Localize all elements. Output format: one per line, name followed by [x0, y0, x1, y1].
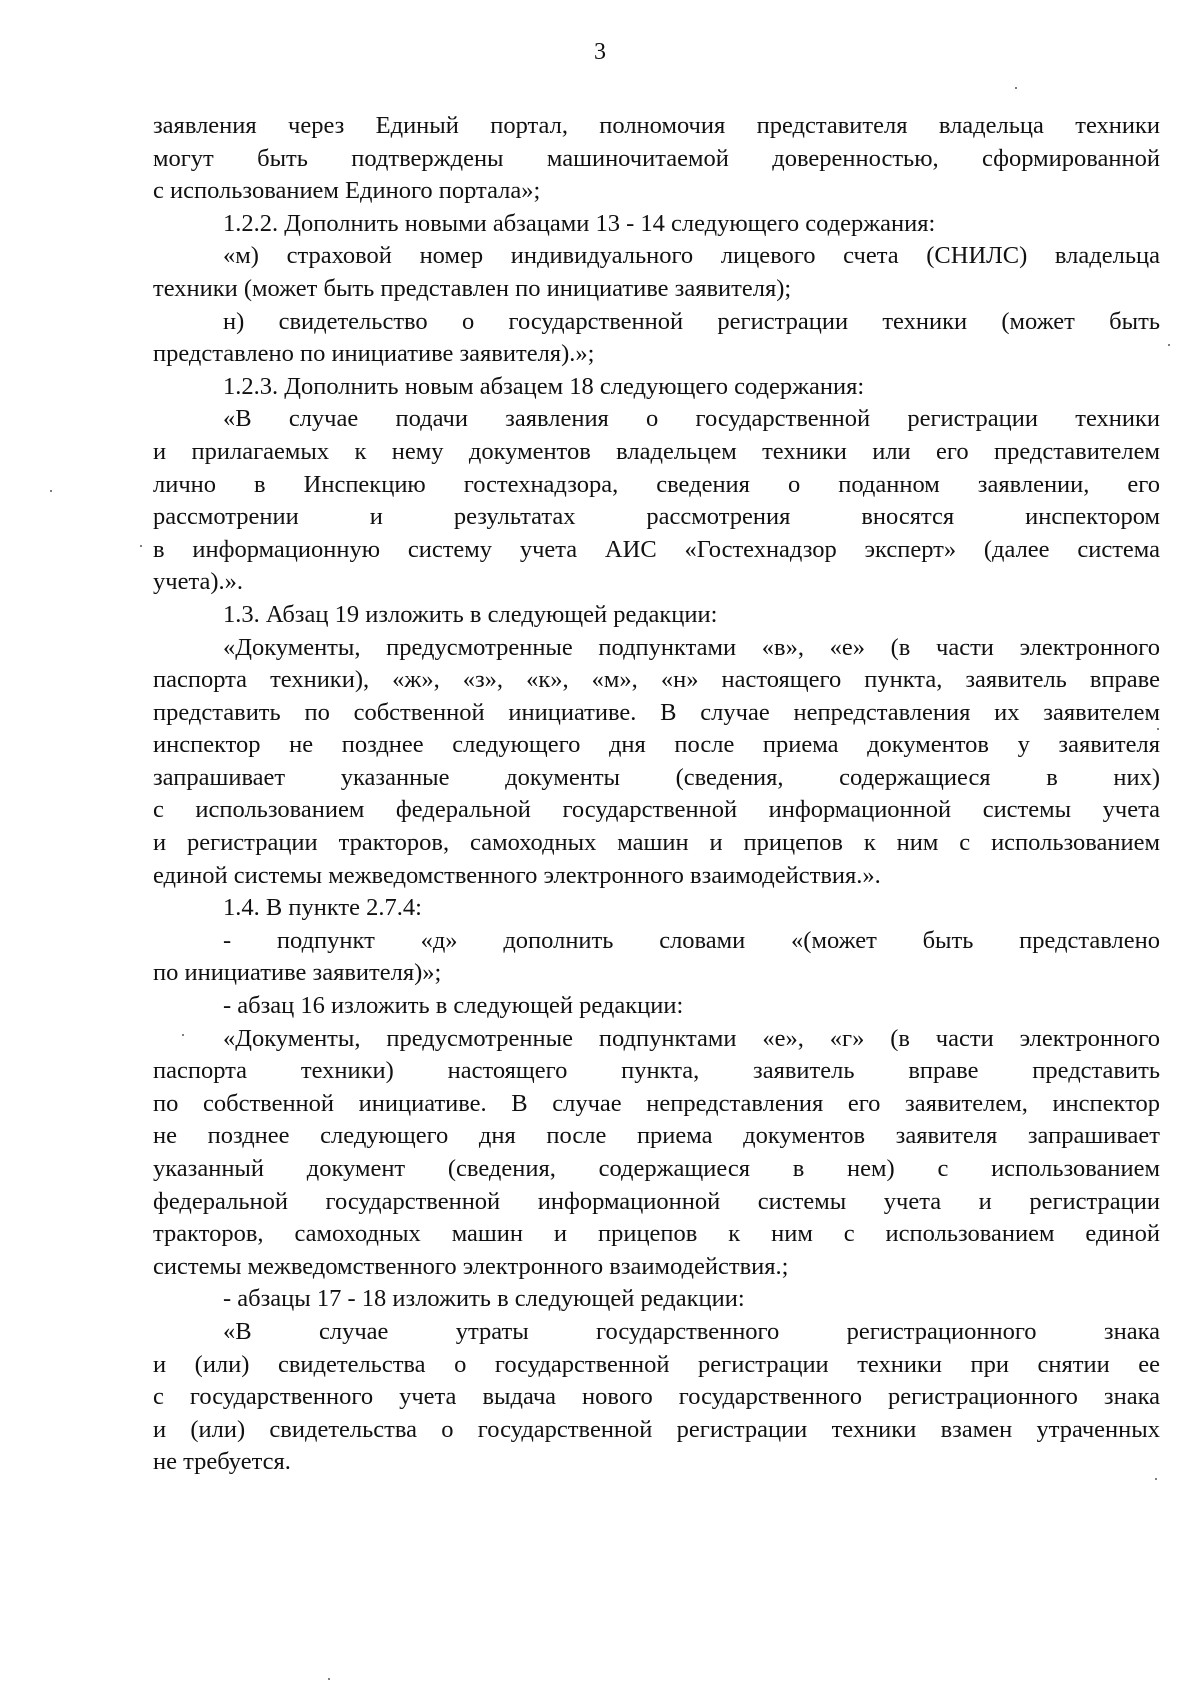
text-line: представить по собственной инициативе. В случае непредставления их заявителем: [153, 698, 1160, 726]
scan-speck: [50, 490, 52, 492]
text-line: техники (может быть представлен по инициативе заявителя);: [153, 274, 792, 302]
text-line: «В случае утраты государственного регистрационного знака: [223, 1317, 1160, 1345]
text-line: инспектор не позднее следующего дня после приема документов у заявителя: [153, 731, 1160, 759]
text-line: не позднее следующего дня после приема документов заявителя запрашивает: [153, 1122, 1160, 1150]
text-line: и прилагаемых к нему документов владельцем техники или его представителем: [153, 437, 1160, 465]
scan-speck: [140, 545, 142, 547]
text-line: «Документы, предусмотренные подпунктами «в», «е» (в части электронного: [223, 633, 1160, 661]
text-line: не требуется.: [153, 1448, 291, 1476]
text-line: - абзац 16 изложить в следующей редакции:: [223, 992, 684, 1020]
text-line: с использованием федеральной государственной информационной системы учета: [153, 796, 1160, 824]
text-line: паспорта техники), «ж», «з», «к», «м», «н» настоящего пункта, заявитель вправе: [153, 666, 1160, 694]
scan-speck: [1015, 87, 1017, 89]
scan-speck: [1155, 1478, 1157, 1480]
text-line: 1.2.2. Дополнить новыми абзацами 13 - 14 следующего содержания:: [223, 209, 936, 237]
text-line: 1.4. В пункте 2.7.4:: [223, 894, 422, 922]
text-line: единой системы межведомственного электронного взаимодействия.».: [153, 861, 881, 889]
text-line: с использованием Единого портала»;: [153, 177, 541, 205]
text-line: и (или) свидетельства о государственной регистрации техники при снятии ее: [153, 1350, 1160, 1378]
scan-speck: [328, 1678, 330, 1680]
text-line: и (или) свидетельства о государственной регистрации техники взамен утраченных: [153, 1415, 1160, 1443]
text-line: «м) страховой номер индивидуального лицевого счета (СНИЛС) владельца: [223, 242, 1160, 270]
text-line: федеральной государственной информационной системы учета и регистрации: [153, 1187, 1160, 1215]
text-line: указанный документ (сведения, содержащиеся в нем) с использованием: [153, 1155, 1160, 1182]
text-line: 1.3. Абзац 19 изложить в следующей редакции:: [223, 600, 718, 628]
page-number: 3: [594, 39, 606, 65]
text-line: «Документы, предусмотренные подпунктами «е», «г» (в части электронного: [223, 1024, 1160, 1052]
text-line: в информационную систему учета АИС «Гостехнадзор эксперт» (далее система: [153, 535, 1160, 563]
text-line: с государственного учета выдача нового государственного регистрационного знака: [153, 1383, 1160, 1411]
text-line: могут быть подтверждены машиночитаемой доверенностью, сформированной: [153, 144, 1160, 172]
text-line: н) свидетельство о государственной регистрации техники (может быть: [223, 307, 1160, 335]
text-line: запрашивает указанные документы (сведения, содержащиеся в них): [153, 763, 1160, 791]
scan-speck: [182, 1034, 184, 1036]
text-line: системы межведомственного электронного взаимодействия.;: [153, 1252, 789, 1280]
text-line: и регистрации тракторов, самоходных машин и прицепов к ним с использованием: [153, 829, 1160, 857]
text-line: - абзацы 17 - 18 изложить в следующей редакции:: [223, 1285, 745, 1313]
text-line: 1.2.3. Дополнить новым абзацем 18 следующего содержания:: [223, 372, 865, 400]
text-line: учета).».: [153, 568, 243, 596]
text-line: тракторов, самоходных машин и прицепов к ним с использованием единой: [153, 1220, 1160, 1248]
text-line: по инициативе заявителя)»;: [153, 959, 442, 987]
scan-speck: [1168, 344, 1170, 346]
text-line: «В случае подачи заявления о государственной регистрации техники: [223, 405, 1160, 433]
document-body: [153, 110, 1160, 1479]
text-line: по собственной инициативе. В случае непредставления его заявителем, инспектор: [153, 1089, 1160, 1117]
text-line: лично в Инспекцию гостехнадзора, сведения о поданном заявлении, его: [153, 470, 1160, 498]
scan-speck: [1157, 728, 1159, 730]
text-line: рассмотрении и результатах рассмотрения вносятся инспектором: [153, 503, 1160, 531]
text-line: паспорта техники) настоящего пункта, заявитель вправе представить: [153, 1057, 1160, 1085]
text-line: представлено по инициативе заявителя).»;: [153, 340, 595, 368]
text-line: заявления через Единый портал, полномочия представителя владельца техники: [153, 112, 1160, 139]
text-line: - подпункт «д» дополнить словами «(может быть представлено: [223, 926, 1160, 954]
